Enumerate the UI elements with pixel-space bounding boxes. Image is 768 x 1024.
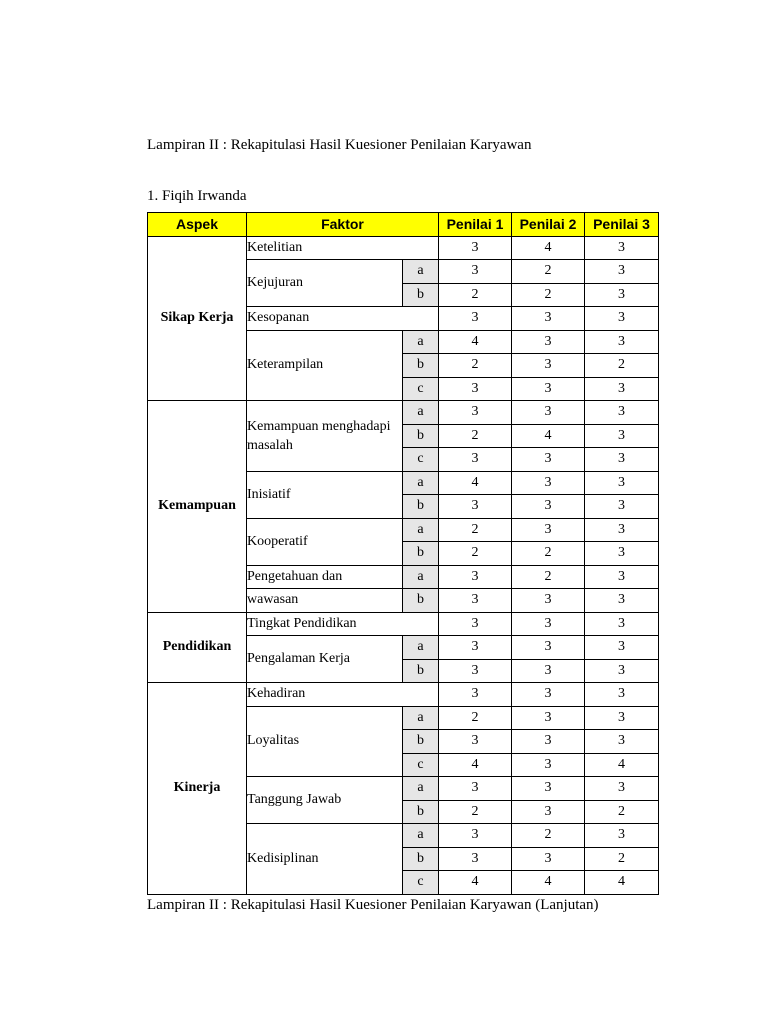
sub-label: c: [403, 377, 439, 401]
value-cell: 3: [512, 518, 585, 542]
sub-label: a: [403, 636, 439, 660]
continuation-title: Lampiran II : Rekapitulasi Hasil Kuesioner Penilaian Karyawan (Lanjutan): [147, 897, 599, 913]
value-cell: 2: [439, 424, 512, 448]
value-cell: 4: [439, 471, 512, 495]
value-cell: 2: [585, 354, 659, 378]
value-cell: 3: [585, 636, 659, 660]
value-cell: 4: [585, 871, 659, 895]
header-row: [148, 213, 659, 237]
aspek-sikap-kerja: Sikap Kerja: [148, 236, 247, 401]
sub-label: a: [403, 824, 439, 848]
value-cell: 3: [585, 307, 659, 331]
value-cell: 3: [512, 377, 585, 401]
faktor-inisiatif: Inisiatif: [247, 471, 403, 518]
value-cell: 4: [585, 753, 659, 777]
faktor-tingkat-pendidikan: Tingkat Pendidikan: [247, 612, 439, 636]
value-cell: 2: [585, 847, 659, 871]
value-cell: 3: [585, 401, 659, 425]
value-cell: 4: [439, 330, 512, 354]
value-cell: 3: [512, 448, 585, 472]
faktor-loyalitas: Loyalitas: [247, 706, 403, 777]
value-cell: 3: [512, 847, 585, 871]
value-cell: 3: [585, 518, 659, 542]
value-cell: 3: [512, 636, 585, 660]
sub-label: c: [403, 753, 439, 777]
faktor-pengalaman-kerja: Pengalaman Kerja: [247, 636, 403, 683]
value-cell: 2: [439, 706, 512, 730]
faktor-pengetahuan-line-2: wawasan: [247, 589, 403, 613]
value-cell: 3: [439, 777, 512, 801]
value-cell: 3: [512, 589, 585, 613]
value-cell: 3: [585, 659, 659, 683]
sub-label: a: [403, 401, 439, 425]
sub-label: a: [403, 260, 439, 284]
faktor-ketelitian: Ketelitian: [247, 236, 439, 260]
header-aspek: Aspek: [148, 213, 247, 237]
faktor-kemampuan-masalah: Kemampuan menghadapi masalah: [247, 401, 403, 472]
sub-label: b: [403, 659, 439, 683]
value-cell: 3: [512, 753, 585, 777]
value-cell: 2: [439, 800, 512, 824]
value-cell: 2: [439, 542, 512, 566]
sub-label: a: [403, 706, 439, 730]
value-cell: 3: [512, 659, 585, 683]
value-cell: 3: [585, 424, 659, 448]
faktor-kedisiplinan: Kedisiplinan: [247, 824, 403, 895]
aspek-kinerja: Kinerja: [148, 683, 247, 895]
faktor-pengetahuan-line-1: Pengetahuan dan: [247, 565, 403, 589]
value-cell: 3: [439, 730, 512, 754]
value-cell: 2: [439, 354, 512, 378]
header-penilai-2: Penilai 2: [512, 213, 585, 237]
sub-label: b: [403, 495, 439, 519]
value-cell: 3: [585, 683, 659, 707]
value-cell: 3: [585, 236, 659, 260]
value-cell: 3: [585, 777, 659, 801]
header-penilai-1: Penilai 1: [439, 213, 512, 237]
value-cell: 3: [439, 236, 512, 260]
value-cell: 3: [439, 659, 512, 683]
document-title: Lampiran II : Rekapitulasi Hasil Kuesioner Penilaian Karyawan: [147, 137, 532, 153]
faktor-tanggung-jawab: Tanggung Jawab: [247, 777, 403, 824]
aspek-pendidikan: Pendidikan: [148, 612, 247, 683]
sub-label: b: [403, 354, 439, 378]
value-cell: 2: [439, 518, 512, 542]
value-cell: 2: [512, 283, 585, 307]
value-cell: 3: [439, 495, 512, 519]
sub-label: a: [403, 777, 439, 801]
faktor-kooperatif: Kooperatif: [247, 518, 403, 565]
value-cell: 3: [512, 777, 585, 801]
sub-label: b: [403, 542, 439, 566]
sub-label: c: [403, 448, 439, 472]
value-cell: 3: [512, 706, 585, 730]
value-cell: 3: [585, 706, 659, 730]
sub-label: b: [403, 847, 439, 871]
value-cell: 4: [512, 424, 585, 448]
value-cell: 3: [585, 589, 659, 613]
sub-label: a: [403, 518, 439, 542]
value-cell: 3: [585, 612, 659, 636]
header-faktor: Faktor: [247, 213, 439, 237]
value-cell: 3: [439, 377, 512, 401]
table-row: [148, 683, 659, 707]
value-cell: 3: [512, 401, 585, 425]
value-cell: 4: [512, 871, 585, 895]
value-cell: 3: [585, 377, 659, 401]
value-cell: 3: [439, 847, 512, 871]
value-cell: 3: [512, 471, 585, 495]
sub-label: a: [403, 565, 439, 589]
header-penilai-3: Penilai 3: [585, 213, 659, 237]
value-cell: 3: [512, 354, 585, 378]
value-cell: 3: [439, 401, 512, 425]
value-cell: 3: [585, 730, 659, 754]
value-cell: 4: [439, 871, 512, 895]
employee-heading: 1. Fiqih Irwanda: [147, 188, 247, 204]
rekap-table: [147, 212, 659, 895]
value-cell: 3: [512, 307, 585, 331]
value-cell: 3: [585, 283, 659, 307]
table-row: [148, 236, 659, 260]
value-cell: 3: [512, 495, 585, 519]
value-cell: 3: [512, 612, 585, 636]
table-row: [148, 401, 659, 425]
value-cell: 3: [439, 565, 512, 589]
faktor-kesopanan: Kesopanan: [247, 307, 439, 331]
sub-label: a: [403, 471, 439, 495]
value-cell: 3: [585, 495, 659, 519]
faktor-kejujuran: Kejujuran: [247, 260, 403, 307]
value-cell: 3: [439, 683, 512, 707]
value-cell: 3: [585, 824, 659, 848]
value-cell: 3: [439, 448, 512, 472]
value-cell: 4: [512, 236, 585, 260]
value-cell: 2: [512, 565, 585, 589]
value-cell: 2: [512, 260, 585, 284]
value-cell: 2: [512, 542, 585, 566]
sub-label: b: [403, 589, 439, 613]
value-cell: 3: [585, 448, 659, 472]
sub-label: b: [403, 800, 439, 824]
faktor-kehadiran: Kehadiran: [247, 683, 439, 707]
table-row: [148, 612, 659, 636]
value-cell: 2: [439, 283, 512, 307]
value-cell: 4: [439, 753, 512, 777]
value-cell: 3: [512, 330, 585, 354]
value-cell: 3: [439, 260, 512, 284]
value-cell: 3: [585, 565, 659, 589]
sub-label: b: [403, 424, 439, 448]
faktor-keterampilan: Keterampilan: [247, 330, 403, 401]
sub-label: b: [403, 283, 439, 307]
sub-label: c: [403, 871, 439, 895]
value-cell: 3: [439, 589, 512, 613]
value-cell: 3: [439, 307, 512, 331]
value-cell: 3: [512, 730, 585, 754]
value-cell: 3: [512, 683, 585, 707]
value-cell: 3: [585, 330, 659, 354]
value-cell: 3: [439, 636, 512, 660]
sub-label: a: [403, 330, 439, 354]
sub-label: b: [403, 730, 439, 754]
value-cell: 3: [585, 471, 659, 495]
value-cell: 3: [439, 612, 512, 636]
aspek-kemampuan: Kemampuan: [148, 401, 247, 613]
value-cell: 3: [512, 800, 585, 824]
value-cell: 3: [439, 824, 512, 848]
value-cell: 3: [585, 260, 659, 284]
value-cell: 2: [585, 800, 659, 824]
value-cell: 3: [585, 542, 659, 566]
value-cell: 2: [512, 824, 585, 848]
